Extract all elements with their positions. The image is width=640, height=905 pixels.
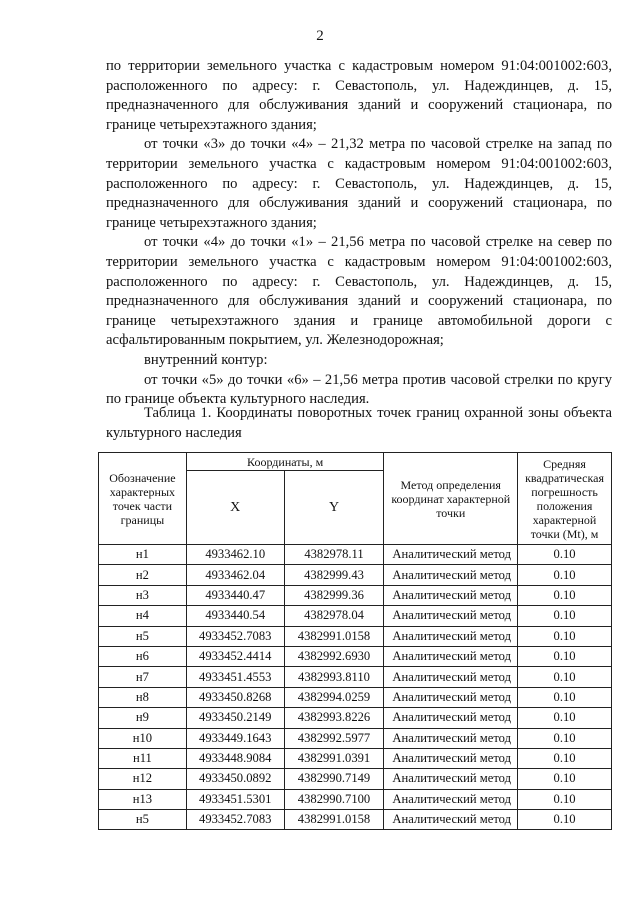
header-coordinates: Координаты, м xyxy=(186,453,384,471)
body-text xyxy=(106,57,612,410)
error-cell: 0.10 xyxy=(518,728,612,748)
table-row xyxy=(99,585,612,605)
header-method: Метод определения координат характерной точки xyxy=(384,453,518,545)
page-number: 2 xyxy=(316,28,324,44)
table-row xyxy=(99,789,612,809)
x-cell: 4933462.04 xyxy=(186,565,284,585)
point-id-cell: н12 xyxy=(99,769,187,789)
method-cell: Аналитический метод xyxy=(384,789,518,809)
table-row xyxy=(99,545,612,565)
x-cell: 4933452.7083 xyxy=(186,626,284,646)
y-cell: 4382993.8110 xyxy=(284,667,384,687)
method-cell: Аналитический метод xyxy=(384,606,518,626)
table-row xyxy=(99,810,612,830)
y-cell: 4382992.6930 xyxy=(284,646,384,666)
method-cell: Аналитический метод xyxy=(384,687,518,707)
error-cell: 0.10 xyxy=(518,545,612,565)
point-id-cell: н8 xyxy=(99,687,187,707)
x-cell: 4933450.2149 xyxy=(186,708,284,728)
y-cell: 4382991.0391 xyxy=(284,748,384,768)
x-cell: 4933451.5301 xyxy=(186,789,284,809)
x-cell: 4933452.7083 xyxy=(186,810,284,830)
point-id-cell: н11 xyxy=(99,748,187,768)
x-cell: 4933462.10 xyxy=(186,545,284,565)
point-id-cell: н3 xyxy=(99,585,187,605)
method-cell: Аналитический метод xyxy=(384,810,518,830)
error-cell: 0.10 xyxy=(518,585,612,605)
x-cell: 4933452.4414 xyxy=(186,646,284,666)
y-cell: 4382993.8226 xyxy=(284,708,384,728)
paragraph: внутренний контур: xyxy=(144,351,268,368)
y-cell: 4382991.0158 xyxy=(284,810,384,830)
point-id-cell: н13 xyxy=(99,789,187,809)
point-id-cell: н6 xyxy=(99,646,187,666)
point-id-cell: н2 xyxy=(99,565,187,585)
error-cell: 0.10 xyxy=(518,565,612,585)
error-cell: 0.10 xyxy=(518,769,612,789)
paragraph: от точки «5» до точки «6» – 21,56 метра против часовой стрелки по кругу по границе объекта культурного наследия. xyxy=(106,371,612,408)
error-cell: 0.10 xyxy=(518,810,612,830)
point-id-cell: н9 xyxy=(99,708,187,728)
header-designation: Обозначение характерных точек части границы xyxy=(99,453,187,545)
method-cell: Аналитический метод xyxy=(384,667,518,687)
x-cell: 4933449.1643 xyxy=(186,728,284,748)
y-cell: 4382992.5977 xyxy=(284,728,384,748)
x-cell: 4933450.8268 xyxy=(186,687,284,707)
error-cell: 0.10 xyxy=(518,748,612,768)
paragraph: от точки «4» до точки «1» – 21,56 метра по часовой стрелке на север по территории земельного участка с кадастровым номером 91:04:001002:603, расположенного по адресу: г. Севастополь, ул. Надеждинцев, д. 15, предназначенного для обслуживания зданий и сооружений стационара, по границе четырехэтажного здания и границе автомобильной дороги с асфальтированным покрытием, ул. Железнодорожная; xyxy=(106,234,612,349)
table-row xyxy=(99,626,612,646)
header-x: X xyxy=(186,471,284,545)
table-caption: Таблица 1. Координаты поворотных точек границ охранной зоны объекта культурного наследия xyxy=(106,405,612,441)
method-cell: Аналитический метод xyxy=(384,769,518,789)
paragraph: от точки «3» до точки «4» – 21,32 метра по часовой стрелке на запад по территории земельного участка с кадастровым номером 91:04:001002:603, расположенного по адресу: г. Севастополь, ул. Надеждинцев, д. 15, предназначенного для обслуживания зданий и сооружений стационара, по границе четырехэтажного здания; xyxy=(106,136,612,231)
point-id-cell: н5 xyxy=(99,626,187,646)
y-cell: 4382999.36 xyxy=(284,585,384,605)
x-cell: 4933451.4553 xyxy=(186,667,284,687)
method-cell: Аналитический метод xyxy=(384,646,518,666)
y-cell: 4382978.11 xyxy=(284,545,384,565)
point-id-cell: н1 xyxy=(99,545,187,565)
table-row xyxy=(99,769,612,789)
error-cell: 0.10 xyxy=(518,646,612,666)
method-cell: Аналитический метод xyxy=(384,545,518,565)
table-row xyxy=(99,748,612,768)
method-cell: Аналитический метод xyxy=(384,626,518,646)
x-cell: 4933440.47 xyxy=(186,585,284,605)
paragraph: по территории земельного участка с кадастровым номером 91:04:001002:603, расположенного по адресу: г. Севастополь, ул. Надеждинцев, д. 15, предназначенного для обслуживания зданий и сооружений стационара, по границе четырехэтажного здания; xyxy=(106,58,612,133)
table-row xyxy=(99,606,612,626)
table-row xyxy=(99,646,612,666)
error-cell: 0.10 xyxy=(518,667,612,687)
error-cell: 0.10 xyxy=(518,606,612,626)
x-cell: 4933450.0892 xyxy=(186,769,284,789)
header-y: Y xyxy=(284,471,384,545)
point-id-cell: н5 xyxy=(99,810,187,830)
table-row xyxy=(99,687,612,707)
y-cell: 4382978.04 xyxy=(284,606,384,626)
header-error: Средняя квадратическая погрешность положения характерной точки (Mt), м xyxy=(518,453,612,545)
y-cell: 4382990.7100 xyxy=(284,789,384,809)
y-cell: 4382994.0259 xyxy=(284,687,384,707)
point-id-cell: н7 xyxy=(99,667,187,687)
error-cell: 0.10 xyxy=(518,708,612,728)
method-cell: Аналитический метод xyxy=(384,708,518,728)
x-cell: 4933448.9084 xyxy=(186,748,284,768)
y-cell: 4382990.7149 xyxy=(284,769,384,789)
error-cell: 0.10 xyxy=(518,626,612,646)
method-cell: Аналитический метод xyxy=(384,728,518,748)
table-row xyxy=(99,565,612,585)
table-row xyxy=(99,667,612,687)
method-cell: Аналитический метод xyxy=(384,748,518,768)
point-id-cell: н4 xyxy=(99,606,187,626)
y-cell: 4382999.43 xyxy=(284,565,384,585)
method-cell: Аналитический метод xyxy=(384,565,518,585)
table-row xyxy=(99,708,612,728)
y-cell: 4382991.0158 xyxy=(284,626,384,646)
point-id-cell: н10 xyxy=(99,728,187,748)
x-cell: 4933440.54 xyxy=(186,606,284,626)
method-cell: Аналитический метод xyxy=(384,585,518,605)
error-cell: 0.10 xyxy=(518,789,612,809)
table-row xyxy=(99,728,612,748)
coordinates-table xyxy=(98,452,612,830)
table-body xyxy=(99,545,612,830)
error-cell: 0.10 xyxy=(518,687,612,707)
